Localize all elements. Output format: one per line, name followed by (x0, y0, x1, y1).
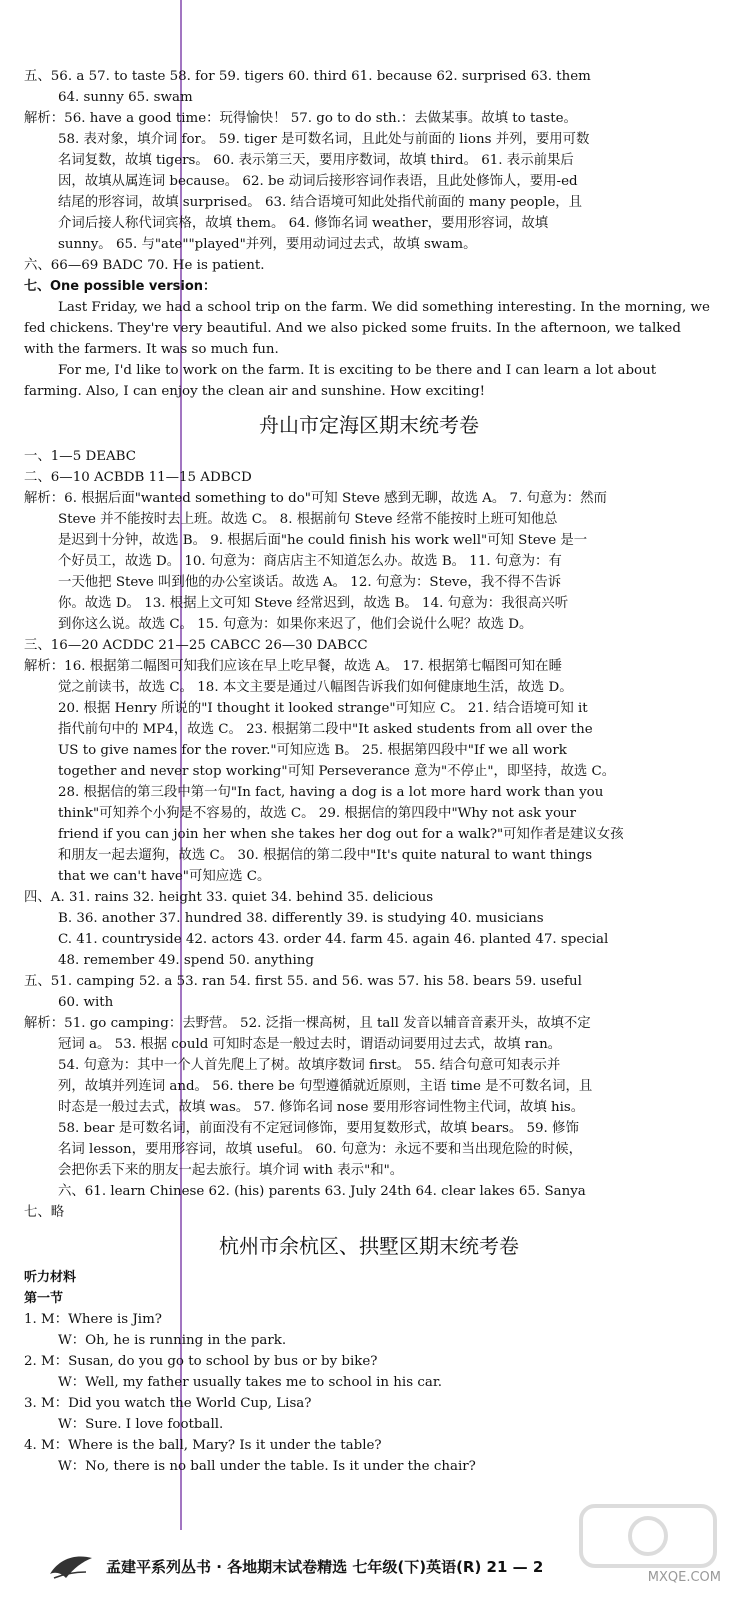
dialogue-line: W：Sure. I love football. (58, 1417, 224, 1432)
analysis-line: 个好员工，故选 D。 10. 句意为：商店店主不知道怎么办。故选 B。 11. 句意为：有 (58, 554, 562, 569)
dialogue-line: 2. M：Susan, do you go to school by bus or by bike? (24, 1354, 378, 1369)
dialogue-line: 3. M：Did you watch the World Cup, Lisa? (24, 1396, 312, 1411)
analysis-line: 58. bear 是可数名词，前面没有不定冠词修饰，要用复数形式，故填 bears。 59. 修饰 (58, 1121, 579, 1136)
dialogue-line: W：No, there is no ball under the table. Is it under the chair? (58, 1459, 476, 1474)
dialogue-line: W：Well, my father usually takes me to school in his car. (58, 1375, 442, 1390)
analysis-line: 是迟到十分钟，故选 B。 9. 根据后面"he could finish his work well"可知 Steve 是一 (58, 533, 588, 548)
answer-line: 五、51. camping 52. a 53. ran 54. first 55. and 56. was 57. his 58. bears 59. useful (24, 974, 582, 989)
bird-logo-icon (46, 1548, 96, 1582)
analysis-line: 58. 表对象，填介词 for。 59. tiger 是可数名词，且此处与前面的 lions 并列，要用可数 (58, 132, 590, 147)
analysis-line: that we can't have"可知应选 C。 (58, 869, 271, 884)
answer-content (24, 66, 714, 1477)
analysis-line: 和朋友一起去遛狗，故选 C。 30. 根据信的第二段中"It's quite natural to want things (58, 848, 593, 863)
analysis-line: 解析：6. 根据后面"wanted something to do"可知 Steve 感到无聊，故选 A。 7. 句意为：然而 (24, 491, 607, 506)
analysis-line: 到你这么说。故选 C。 15. 句意为：如果你来迟了，他们会说什么呢？故选 D。 (58, 617, 533, 632)
answer-line: 一、1—5 DEABC (24, 449, 136, 464)
analysis-line: 名词 lesson，要用形容词，故填 useful。 60. 句意为：永远不要和当出现危险的时候， (58, 1142, 582, 1157)
answer-line: 三、16—20 ACDDC 21—25 CABCC 26—30 DABCC (24, 638, 368, 653)
analysis-line: 54. 句意为：其中一个人首先爬上了树。故填序数词 first。 55. 结合句意可知表示并 (58, 1058, 561, 1073)
answer-line: 二、6—10 ACBDB 11—15 ADBCD (24, 470, 252, 485)
listening-heading: 听力材料 (24, 1270, 77, 1285)
dialogue-line: 1. M：Where is Jim? (24, 1312, 162, 1327)
section-title: 杭州市余杭区、拱墅区期末统考卷 (219, 1234, 519, 1258)
answer-line: 六、66—69 BADC 70. He is patient. (24, 258, 265, 273)
analysis-line: 指代前句中的 MP4，故选 C。 23. 根据第二段中"It asked students from all over the (58, 722, 593, 737)
analysis-line: 因，故填从属连词 because。 62. be 动词后接形容词作表语，且此处修饰人，要用-ed (58, 174, 578, 189)
analysis-line: 冠词 a。 53. 根据 could 可知时态是一般过去时，谓语动词要用过去式，故填 ran。 (58, 1037, 562, 1052)
essay-heading: 七、One possible version： (24, 279, 217, 294)
analysis-line: 28. 根据信的第三段中第一句"In fact, having a dog is a lot more hard work than you (58, 785, 604, 800)
analysis-line: 六、61. learn Chinese 62. (his) parents 63. July 24th 64. clear lakes 65. Sanya (58, 1184, 586, 1199)
analysis-line: 解析：16. 根据第二幅图可知我们应该在早上吃早餐，故选 A。 17. 根据第七幅图可知在睡 (24, 659, 562, 674)
essay-paragraph: Last Friday, we had a school trip on the farm. We did something interesting. In the morning, we fed chickens. They're very beautiful. And we also picked some fruits. In the afternoon, we talked with the farmers. It was so much fun. (24, 300, 710, 357)
answer-line: 64. sunny 65. swam (58, 90, 193, 105)
analysis-line: 20. 根据 Henry 所说的"I thought it looked strange"可知应 C。 21. 结合语境可知 it (58, 701, 588, 716)
analysis-line: 解析：56. have a good time：玩得愉快！ 57. go to do sth.：去做某事。故填 to taste。 (24, 111, 577, 126)
dialogue-line: 4. M：Where is the ball, Mary? Is it under the table? (24, 1438, 382, 1453)
analysis-line: 时态是一般过去式，故填 was。 57. 修饰名词 nose 要用形容词性物主代词，故填 his。 (58, 1100, 585, 1115)
analysis-line: sunny。 65. 与"ate""played"并列，要用动词过去式，故填 swam。 (58, 237, 477, 252)
answer-line: 七、略 (24, 1205, 65, 1220)
answer-line: C. 41. countryside 42. actors 43. order 44. farm 45. again 46. planted 47. special (58, 932, 609, 947)
analysis-line: 你。故选 D。 13. 根据上文可知 Steve 经常迟到，故选 B。 14. 句意为：我很高兴听 (58, 596, 569, 611)
answer-line: 48. remember 49. spend 50. anything (58, 953, 314, 968)
section-title: 舟山市定海区期末统考卷 (259, 413, 479, 437)
analysis-line: 列，故填并列连词 and。 56. there be 句型遵循就近原则，主语 time 是不可数名词，且 (58, 1079, 593, 1094)
watermark-text: MXQE.COM (647, 1570, 721, 1585)
listening-subheading: 第一节 (24, 1291, 64, 1306)
analysis-line: Steve 并不能按时去上班。故选 C。 8. 根据前句 Steve 经常不能按时上班可知他总 (58, 512, 558, 527)
answer-line: 四、A. 31. rains 32. height 33. quiet 34. behind 35. delicious (24, 890, 434, 905)
analysis-line: 名词复数，故填 tigers。 60. 表示第三天，要用序数词，故填 third。 61. 表示前果后 (58, 153, 574, 168)
analysis-line: US to give names for the rover."可知应选 B。 25. 根据第四段中"If we all work (58, 743, 567, 758)
answer-line: B. 36. another 37. hundred 38. differently 39. is studying 40. musicians (58, 911, 544, 926)
dialogue-line: W：Oh, he is running in the park. (58, 1333, 287, 1348)
analysis-line: think"可知养个小狗是不容易的，故选 C。 29. 根据信的第四段中"Why not ask your (58, 806, 577, 821)
analysis-line: 结尾的形容词，故填 surprised。 63. 结合语境可知此处指代前面的 many people，且 (58, 195, 583, 210)
analysis-line: 解析：51. go camping：去野营。 52. 泛指一棵高树，且 tall 发音以辅音音素开头，故填不定 (24, 1016, 591, 1031)
analysis-line: 会把你丢下来的朋友一起去旅行。填介词 with 表示"和"。 (58, 1163, 404, 1178)
essay-paragraph: For me, I'd like to work on the farm. It is exciting to be there and I can learn a lot about farming. Also, I can enjoy the clean air and sunshine. How exciting! (24, 363, 657, 399)
analysis-line: 介词后接人称代词宾格，故填 them。 64. 修饰名词 weather，要用形容词，故填 (58, 216, 549, 231)
answer-line: 60. with (58, 995, 114, 1010)
analysis-line: friend if you can join her when she takes her dog out for a walk?"可知作者是建议女孩 (58, 827, 624, 842)
footer-text: 孟建平系列丛书 · 各地期末试卷精选 七年级(下)英语(R) 21 — 2 (106, 1558, 544, 1576)
answer-line: 五、56. a 57. to taste 58. for 59. tigers 60. third 61. because 62. surprised 63. them (24, 69, 591, 84)
analysis-line: 一天他把 Steve 叫到他的办公室谈话。故选 A。 12. 句意为：Steve，我不得不告诉 (58, 575, 562, 590)
analysis-line: 觉之前读书，故选 C。 18. 本文主要是通过八幅图告诉我们如何健康地生活，故选 D。 (58, 680, 573, 695)
analysis-line: together and never stop working"可知 Perseverance 意为"不停止"，即坚持，故选 C。 (58, 764, 616, 779)
